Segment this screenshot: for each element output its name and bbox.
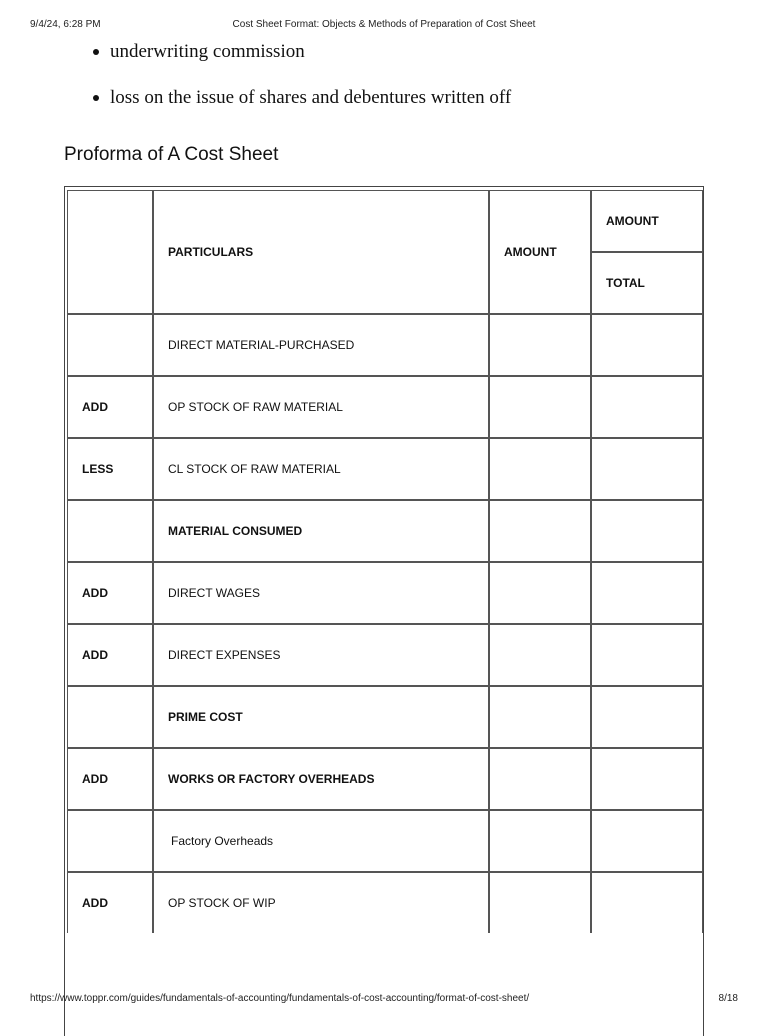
row-total-cell (591, 314, 703, 376)
bullet-dot-icon (93, 95, 99, 101)
row-particular-cell: DIRECT MATERIAL-PURCHASED (153, 314, 489, 376)
row-amount-cell (489, 562, 591, 624)
row-total-cell (591, 376, 703, 438)
row-particular-cell: OP STOCK OF RAW MATERIAL (153, 376, 489, 438)
bullet-list (92, 38, 712, 130)
row-particular-cell: CL STOCK OF RAW MATERIAL (153, 438, 489, 500)
bullet-item (92, 84, 712, 130)
row-action-cell: ADD (67, 748, 153, 810)
bullet-dot-icon (93, 49, 99, 55)
row-particular-cell: WORKS OR FACTORY OVERHEADS (153, 748, 489, 810)
print-datetime: 9/4/24, 6:28 PM (30, 19, 101, 30)
print-url: https://www.toppr.com/guides/fundamentals-of-accounting/fundamentals-of-cost-accounting/format-of-cost-sheet/ (30, 993, 530, 1004)
row-amount-cell (489, 500, 591, 562)
row-particular-cell: PRIME COST (153, 686, 489, 748)
row-action-cell (67, 314, 153, 376)
page-number: 8/18 (718, 993, 738, 1004)
row-particular-cell: DIRECT WAGES (153, 562, 489, 624)
row-total-cell (591, 810, 703, 872)
row-total-cell (591, 562, 703, 624)
row-amount-cell (489, 314, 591, 376)
row-total-cell (591, 686, 703, 748)
row-total-cell (591, 500, 703, 562)
print-footer (0, 993, 768, 1007)
row-action-cell (67, 810, 153, 872)
bullet-text: loss on the issue of shares and debentures written off (110, 87, 512, 108)
row-total-cell (591, 748, 703, 810)
row-amount-cell (489, 748, 591, 810)
row-total-cell (591, 872, 703, 934)
cost-sheet-table (64, 186, 704, 1036)
row-amount-cell (489, 438, 591, 500)
row-action-cell (67, 500, 153, 562)
row-action-cell: ADD (67, 624, 153, 686)
row-amount-cell (489, 810, 591, 872)
row-action-cell (67, 686, 153, 748)
header-cell-particulars: PARTICULARS (153, 190, 489, 314)
row-action-cell: LESS (67, 438, 153, 500)
bullet-item (92, 38, 712, 84)
print-page-title: Cost Sheet Format: Objects & Methods of Preparation of Cost Sheet (232, 19, 536, 30)
row-total-cell (591, 438, 703, 500)
row-particular-cell: DIRECT EXPENSES (153, 624, 489, 686)
page-break-gap (65, 933, 703, 991)
header-cell-amount: AMOUNT (489, 190, 591, 314)
row-total-cell (591, 624, 703, 686)
row-amount-cell (489, 624, 591, 686)
row-amount-cell (489, 872, 591, 934)
row-action-cell: ADD (67, 562, 153, 624)
row-particular-cell: Factory Overheads (153, 810, 489, 872)
row-amount-cell (489, 686, 591, 748)
print-header (0, 19, 768, 33)
header-cell-amount-total-top: AMOUNT (591, 190, 703, 252)
bullet-text: underwriting commission (110, 41, 305, 62)
row-action-cell: ADD (67, 376, 153, 438)
row-amount-cell (489, 376, 591, 438)
row-action-cell: ADD (67, 872, 153, 934)
header-cell-action (67, 190, 153, 314)
header-cell-amount-total-bottom: TOTAL (591, 252, 703, 314)
row-particular-cell: MATERIAL CONSUMED (153, 500, 489, 562)
section-title: Proforma of A Cost Sheet (64, 144, 279, 165)
row-particular-cell: OP STOCK OF WIP (153, 872, 489, 934)
